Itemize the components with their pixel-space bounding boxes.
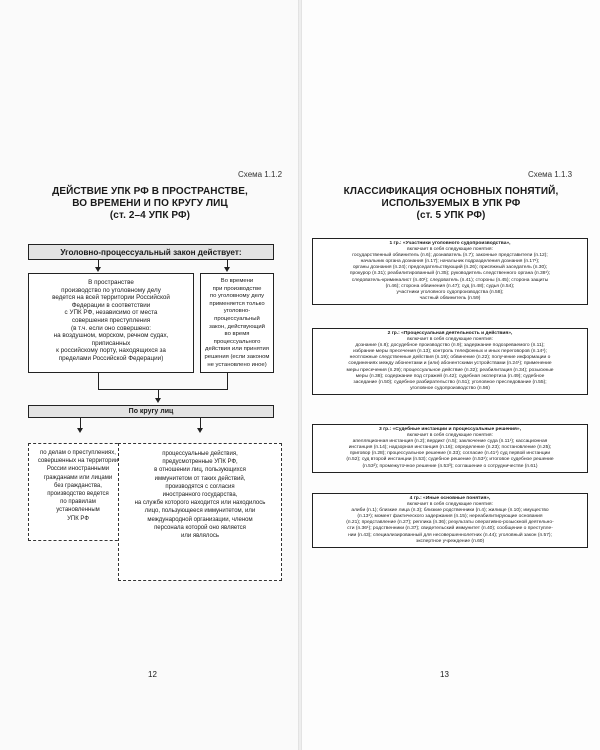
arrow-down-icon (197, 428, 203, 433)
space-box (28, 273, 194, 373)
page-title: ДЕЙСТВИЕ УПК РФ В ПРОСТРАНСТВЕ, ВО ВРЕМЕНИ И ПО КРУГУ ЛИЦ (ст. 2–4 УПК РФ) (52, 186, 248, 221)
persons-right-text: процессуальные действия, предусмотренные УПК РФ, в отношении лиц, пользующихся иммунитетом от таких действий, производятся с согласия иностранного государства, на службе которого находится или находилось лицо, пользующееся иммунитетом, или международной организации, членом персонала которой оно является или являлось (134, 451, 266, 540)
group-box (312, 493, 588, 548)
time-box (200, 273, 274, 373)
group-body: дознание (п.8); досудебное производство (п.9); задержание подозреваемого (п.11); избрание меры пресечения (п.13); контроль телефонных и иных переговоров (п.14¹); неотложные следственные действия (п.19); обвинение (п.22); получение информации о соединениях между абонентами и (или) абонентскими устройствами (п.24¹); применение меры пресечения (п.29); процессуальное действие (п.32); реабилитация (п.34); розыскные меры (п.38); содержание под стражей (п.42); судебная экспертиза (п.49); судебное заседание (п.50); судебное разбирательство (п.51); уголовное преследование (п.55); уголовное судопроизводство (п.56) (346, 343, 554, 391)
page-number: 13 (440, 670, 449, 679)
schema-label: Схема 1.1.2 (238, 170, 283, 179)
group-body: алиби (п.1); близкие лица (п.3); близкие родственники (п.4); жилище (п.10); имущество (п.13¹); момент фактического задержания (п.15); нереабилитирующие основания (п.21); представление (п.27); реплика (п.36); результаты оперативно-розыскной деятельно- сти (п.36¹); родственники (п.37); свидетельский иммунитет (п.40); сообщение о преступле- нии (п.43); специализированный для несовершеннолетних (п.44); уголовный закон (п.57); экспертное учреждение (п.60) (346, 508, 554, 544)
persons-header (28, 405, 274, 418)
group-box (312, 424, 588, 473)
time-text: Во времени при производстве по уголовному делу применяется только уголовно-процессуальный закон, действующий во время процессуального действия или принятия решения (если законом не установлено иное) (204, 278, 270, 368)
law-applies-header (28, 244, 274, 260)
group-subtitle: включает в себя следующие понятия: (407, 247, 493, 253)
law-applies-header-text: Уголовно-процессуальный закон действует: (60, 248, 242, 257)
group-subtitle: включает в себя следующие понятия: (407, 337, 493, 343)
group-subtitle: включает в себя следующие понятия: (407, 502, 493, 508)
arrow-down-icon (77, 428, 83, 433)
persons-left-box (28, 443, 128, 541)
group-box (312, 238, 588, 305)
group-subtitle: включает в себя следующие понятия: (407, 433, 493, 439)
arrow-down-icon (95, 267, 101, 272)
persons-header-text: По кругу лиц (128, 408, 174, 415)
group-title: 1 гр.: «Участники уголовного судопроизводства», (389, 241, 511, 246)
persons-right-box (118, 443, 282, 581)
right-page (302, 0, 600, 750)
arrow-down-icon (155, 398, 161, 403)
arrow-down-icon (224, 267, 230, 272)
group-body: апелляционная инстанция (п.2); вердикт (п.5); заключение суда (п.11¹); кассационная инстанция (п.14); надзорная инстанция (п.16); определение (п.23); постановление (п.25); приговор (п.28); процессуальное решение (п.33); согласие (п.41¹) суд первой инстанции (п.52); суд второй инстанции (п.53); судебное решение (п.53¹); итоговое судебное решение (п.53²); промежуточное решение (п.53³); соглашение о сотрудничестве (п.61) (346, 439, 554, 469)
group-title: 2 гр.: «Процессуальная деятельность и действия», (387, 331, 513, 336)
page-number: 12 (148, 670, 157, 679)
group-title: 4 гр.: «Иные основные понятия», (409, 496, 491, 501)
connector-line (98, 389, 228, 390)
page-title: КЛАССИФИКАЦИЯ ОСНОВНЫХ ПОНЯТИЙ, ИСПОЛЬЗУЕМЫХ В УПК РФ (ст. 5 УПК РФ) (343, 186, 559, 221)
connector-line (98, 373, 99, 389)
left-page (0, 0, 298, 750)
group-body: государственный обвинитель (п.6); дознаватель (п.7); законные представители (п.12); начальник органа дознания (п.17); начальник подразделения дознания (п.17¹); органы дознания (п.24); председательствующий (п.26); присяжный заседатель (п.30); прокурор (п.31); реабилитированный (п.35); руководитель следственного органа (п.38¹); следователь-криминалист (п.40¹); следователь (п.41); стороны (п.45); сторона защиты (п.46); сторона обвинения (п.47); суд (п.48); судья (п.54); участники уголовного судопроизводства (п.58); частный обвинитель (п.59) (349, 253, 551, 301)
connector-line (227, 373, 228, 389)
persons-left-text: по делам о преступлениях, совершенных на территории России иностранными гражданами или лицами без гражданства, производство ведется по правилам установленным УПК РФ (37, 450, 119, 522)
space-text: В пространстве производство по уголовному делу ведется на всей территории Российской Федерации в соответствии с УПК РФ, независимо от места совершения преступления (в т.ч. если оно совершено: на воздушном, морском, речном судах, приписанных к российскому порту, находящихся за пределами Российской Федерации) (52, 279, 170, 362)
group-title: 3 гр.: «Судебные инстанции и процессуальные решения», (379, 427, 521, 432)
group-box (312, 328, 588, 395)
schema-label: Схема 1.1.3 (528, 170, 573, 179)
